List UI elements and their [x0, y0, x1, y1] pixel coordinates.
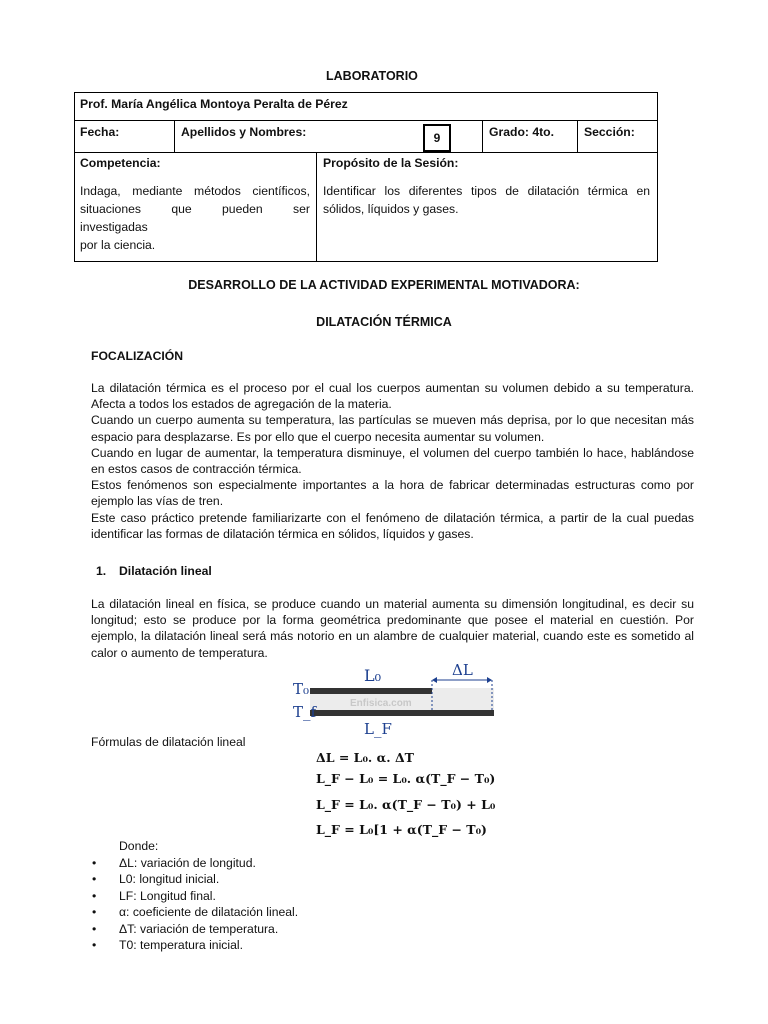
- fecha-label: Fecha:: [80, 125, 120, 139]
- focalizacion-paragraph: Este caso práctico pretende familiarizarte con el fenómeno de dilatación térmica, a partir de la cual puedas identificar las formas de dilatación térmica en sólidos, líquidos y gases.: [91, 510, 694, 541]
- section1-number: 1.: [96, 564, 107, 578]
- lab-title: LABORATORIO: [326, 69, 418, 83]
- list-item: • LF: Longitud final.: [92, 888, 298, 904]
- section1-title: Dilatación lineal: [119, 564, 212, 578]
- lab-number-box: 9: [423, 124, 451, 152]
- watermark: Enfisica.com: [350, 698, 412, 709]
- proposito-text: Identificar los diferentes tipos de dilatación térmica en sólidos, líquidos y gases.: [323, 184, 650, 216]
- competencia-label: Competencia:: [80, 156, 161, 170]
- list-item: • ΔL: variación de longitud.: [92, 855, 298, 871]
- delta-l-label: ΔL: [452, 661, 473, 679]
- tf-label: T_f: [293, 703, 317, 721]
- focalizacion-text: [91, 380, 694, 542]
- desarrollo-heading: DESARROLLO DE LA ACTIVIDAD EXPERIMENTAL MOTIVADORA:: [188, 278, 580, 292]
- proposito-label: Propósito de la Sesión:: [323, 156, 459, 170]
- focalizacion-paragraph: Cuando un cuerpo aumenta su temperatura, las partículas se mueven más deprisa, por lo que necesitan más espacio para desplazarse. Es por ello que el cuerpo necesita aumentar su volumen.: [91, 413, 694, 444]
- competencia-text: Indaga, mediante métodos científicos, situaciones que pueden ser investigadas por la ciencia.: [80, 184, 310, 252]
- t0-label: T₀: [293, 680, 310, 698]
- lineal-paragraph: La dilatación lineal en física, se produce cuando un material aumenta su dimensión longitudinal, es decir su longitud; esto se produce por la forma geométrica predominante que posee el material en cuestión. Por ejemplo, la dilatación lineal será más notorio en un alambre de cualquier material, cuando este es sometido al calor o aumento de temperatura.: [91, 597, 694, 660]
- list-item: • L0: longitud inicial.: [92, 871, 298, 887]
- formula-lf-factored: L_F = L₀[1 + α(T_F − T₀): [316, 822, 487, 837]
- lineal-text: [91, 596, 694, 661]
- donde-label: Donde:: [119, 839, 159, 853]
- apellidos-label: Apellidos y Nombres:: [181, 125, 307, 139]
- info-table: [74, 92, 658, 262]
- focalizacion-paragraph: Estos fenómenos son especialmente importantes a la hora de fabricar determinadas estructuras como por ejemplo las vías de tren.: [91, 478, 694, 509]
- list-item: • α: coeficiente de dilatación lineal.: [92, 904, 298, 920]
- linear-dilation-diagram: [290, 660, 496, 738]
- l0-label: L₀: [364, 666, 382, 685]
- list-item: • ΔT: variación de temperatura.: [92, 921, 298, 937]
- formula-lf-minus-l0: L_F − L₀ = L₀. α(T_F − T₀): [316, 771, 496, 786]
- list-item: • T0: temperatura inicial.: [92, 937, 298, 953]
- definitions-list: [92, 855, 298, 953]
- focalizacion-heading: FOCALIZACIÓN: [91, 349, 184, 363]
- focalizacion-paragraph: Cuando en lugar de aumentar, la temperatura disminuye, el volumen del cuerpo también lo hace, hablándose en estos casos de contracción térmica.: [91, 445, 694, 477]
- formula-lf: L_F = L₀. α(T_F − T₀) + L₀: [316, 797, 496, 812]
- lf-label: L_F: [364, 720, 392, 738]
- formula-delta-l: ΔL = L₀. α. ΔT: [316, 750, 414, 765]
- grado-label: Grado: 4to.: [489, 125, 555, 139]
- focalizacion-paragraph: La dilatación térmica es el proceso por el cual los cuerpos aumentan su volumen debido a su temperatura. Afecta a todos los estados de agregación de la materia.: [91, 381, 694, 412]
- teacher-name: Prof. María Angélica Montoya Peralta de Pérez: [80, 97, 348, 111]
- formulas-label: Fórmulas de dilatación lineal: [91, 735, 246, 749]
- seccion-label: Sección:: [584, 125, 635, 139]
- dilatacion-heading: DILATACIÓN TÉRMICA: [316, 315, 452, 329]
